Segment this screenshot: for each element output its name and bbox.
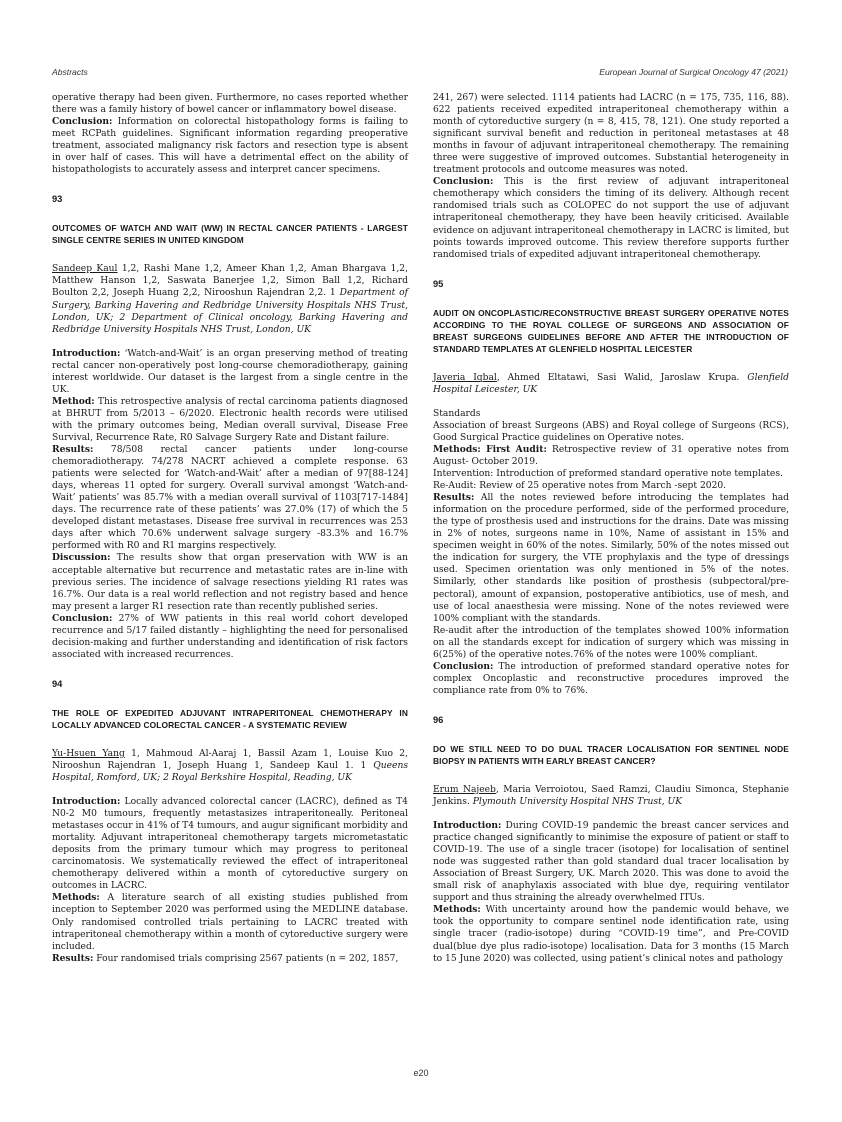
reaudit-results-95: Re-audit after the introduction of the templates showed 100% information on all the standards except for indication of surgery which was missing in 6(25%) of the operative notes.76% of the notes were 100% compliant.	[433, 625, 789, 660]
co-authors: , Ahmed Eltatawi, Sasi Walid, Jaroslaw Krupa.	[496, 372, 748, 383]
text: 27% of WW patients in this real world cohort developed recurrence and 5/17 failed distantly – highlighting the need for personalised decision-making and further understanding and identification of risk factors associated with increased recurrences.	[52, 613, 408, 660]
presenting-author: Yu-Hsuen Yang	[52, 748, 125, 759]
text: All the notes reviewed before introducing the templates had information on the procedure performed, side of the performed procedure, the type of prosthesis used and instructions for the drains. Date was missing in 2% of notes, surgeons name in 10%, Name of assistant in 15% and specimen weight in 60% of the notes. Similarly, 50% of the notes missed out the indication for surgery, the VTE prophylaxis and the type of dressings used. Specimen orientation was only mentioned in 5% of the notes. Similarly, other standards like position of prosthesis (subpectoral/pre- pectoral), amount of expansion, postoperative antibiotics, use of mesh, and use of local anaesthesia were missing. None of the notes reviewed were 100% compliant with the standards.	[433, 493, 789, 624]
methods-95	[433, 444, 789, 468]
affiliation: Plymouth University Hospital NHS Trust, UK	[472, 797, 683, 808]
conclusion-95	[433, 661, 789, 697]
results-93	[52, 444, 408, 552]
standards-text: Association of breast Surgeons (ABS) and Royal college of Surgeons (RCS), Good Surgical Practice guidelines on Operative notes.	[433, 420, 789, 443]
label: Methods:	[433, 904, 481, 916]
text: Retrospective review of 31 operative notes from August- October 2019.	[433, 444, 789, 467]
abstract-title-95: AUDIT ON ONCOPLASTIC/RECONSTRUCTIVE BREAST SURGERY OPERATIVE NOTES ACCORDING TO THE ROYAL COLLEGE OF SURGEONS AND ASSOCIATION OF BREAST SURGEONS GUIDELINES BEFORE AND AFTER THE INTRODUCTION OF STANDARD TEMPLATES AT GLENFIELD HOSPITAL LEICESTER	[433, 307, 789, 354]
label: Conclusion:	[433, 176, 494, 188]
label: Introduction:	[52, 796, 121, 808]
text: This retrospective analysis of rectal carcinoma patients diagnosed at BHRUT from 5/2013 – 6/2020. Electronic health records were utilised with the primary outcomes being, Median overall survival, Disease Free Survival, Recurrence Rate, R0 Salvage Surgery Rate and Distant failure.	[52, 396, 408, 443]
text: During COVID-19 pandemic the breast cancer services and practice changed significantly to minimise the exposure of patient or staff to COVID-19. The use of a single tracer (isotope) for localisation of sentinel node was suggested rather than gold standard dual tracer localisation by Association of Breast Surgery, UK. March 2020. This was done to avoid the small risk of anaphylaxis associated with blue dye, requiring ventilator support and thus straining the already overwhelmed ITUs.	[433, 821, 789, 904]
abstract-number-93: 93	[52, 194, 63, 205]
label: Results:	[52, 444, 94, 456]
right-column	[433, 92, 789, 965]
discussion-93	[52, 552, 408, 612]
label: Method:	[52, 395, 95, 407]
presenting-author: Erum Najeeb	[433, 784, 496, 795]
label: Results:	[433, 492, 475, 504]
authors-93	[52, 263, 408, 335]
reaudit-95: Re-Audit: Review of 25 operative notes from March -sept 2020.	[433, 481, 727, 492]
affiliation: Queens Hospital, Romford, UK; 2 Royal Berkshire Hospital, Reading, UK	[52, 760, 408, 784]
conclusion-93	[52, 613, 408, 661]
intervention-95: Intervention: Introduction of preformed standard operative note templates.	[433, 469, 783, 480]
text: This is the first review of adjuvant intraperitoneal chemotherapy which considers the timing of its delivery. Although recent randomised trials such as COLOPEC do not support the use of adjuvant intraperitoneal chemotherapy, they have been heavily criticised. Available evidence on adjuvant intraperitoneal chemotherapy in LACRC is limited, but points towards improved outcome. This review therefore supports further randomised trials of expedited adjuvant intraperitoneal chemotherapy.	[433, 177, 789, 260]
affiliation: Glenfield Hospital Leicester, UK	[433, 372, 790, 395]
header-section: Abstracts	[52, 67, 88, 77]
continued-paragraph: operative therapy had been given. Furthermore, no cases reported whether there was a family history of bowel cancer or inflammatory bowel disease.	[52, 93, 408, 116]
page-number: e20	[413, 1068, 429, 1078]
conclusion-94	[433, 176, 789, 260]
continued-conclusion	[52, 116, 408, 176]
abstract-title-94: THE ROLE OF EXPEDITED ADJUVANT INTRAPERITONEAL CHEMOTHERAPY IN LOCALLY ADVANCED COLORECTAL CANCER - A SYSTEMATIC REVIEW	[52, 707, 408, 730]
text: Four randomised trials comprising 2567 patients (n = 202, 1857,	[93, 953, 399, 964]
abstract-title-96: DO WE STILL NEED TO DO DUAL TRACER LOCALISATION FOR SENTINEL NODE BIOPSY IN PATIENTS WITH EARLY BREAST CANCER?	[433, 743, 789, 766]
label: Conclusion:	[52, 612, 113, 624]
results-94-continued: 241, 267) were selected. 1114 patients had LACRC (n = 175, 735, 116, 88). 622 patients received expedited intraperitoneal chemotherapy within a month of cytoreductive surgery (n = 8, 415, 78, 121). One study reported a significant survival benefit and reduction in peritoneal metastases at 48 months in favour of adjuvant intraperitoneal chemotherapy. The remaining three were suggestive of improved outcomes. Substantial heterogeneity in treatment protocols and outcome measures was noted.	[433, 93, 789, 176]
intro-96	[433, 820, 789, 904]
standards-heading: Standards	[433, 408, 481, 419]
abstract-number-95: 95	[433, 278, 444, 289]
label: Introduction:	[52, 347, 121, 359]
text: Information on colorectal histopathology forms is failing to meet RCPath guidelines. Significant information regarding preoperative treatment, associated malignancy risk factors and resection type is absent in over half of cases. This will have a detrimental effect on the ability of histopathologists to accurately assess and interpret cancer specimens.	[52, 117, 408, 176]
label: Discussion:	[52, 552, 111, 564]
abstract-number-94: 94	[52, 678, 63, 689]
abstract-title-93: OUTCOMES OF WATCH AND WAIT (WW) IN RECTAL CANCER PATIENTS - LARGEST SINGLE CENTRE SERIES IN UNITED KINGDOM	[52, 223, 408, 246]
text: ‘Watch-and-Wait’ is an organ preserving method of treating rectal cancer non-operatively post long-course chemoradiotherapy, gaining interest worldwide. Our dataset is the largest from a single centre in the UK.	[52, 348, 408, 395]
presenting-author: Javeria Iqbal	[433, 372, 497, 383]
affiliation: Department of Surgery, Barking Havering and Redbridge University Hospitals NHS Trust, London, UK; 2 Department of Clinical oncology, Barking Havering and Redbridge University Hospitals NHS Trust, London, UK	[52, 288, 408, 335]
label: Introduction:	[433, 820, 502, 832]
left-column	[52, 92, 408, 965]
label: Conclusion:	[52, 116, 113, 128]
results-94	[52, 953, 408, 965]
text: With uncertainty around how the pandemic would behave, we took the opportunity to compare sentinel node identification rate, using single tracer (radio-isotope) during “COVID-19 time”, and Pre-COVID dual(blue dye plus radio-isotope) localisation. Data for 3 months (15 March to 15 June 2020) was collected, using patient’s clinical notes and pathology	[433, 905, 789, 964]
text: 78/508 rectal cancer patients under long-course chemoradiotherapy. 74/278 NACRT achieved a complete response. 63 patients were selected for ‘Watch-and-Wait’ after a median of 97[88-124] days, whereas 11 opted for surgery. Overall survival amongst ‘Watch-and-Wait’ patients’ was 85.7% with a median overall survival of 1103[717-1484] days. The recurrence rate of these patients’ was 27.0% (17) of which the 5 developed distant metastases. Disease free survival in recurrences was 253 days after which 70.6% underwent salvage surgery -83.3% and 16.7% performed with R0 and R1 margins respectively.	[52, 445, 408, 552]
running-header	[52, 67, 788, 81]
label: Methods: First Audit:	[433, 443, 547, 455]
intro-94	[52, 796, 408, 892]
text: A literature search of all existing studies published from inception to September 2020 was performed using the MEDLINE database. Only randomised controlled trials pertaining to LACRC treated with intraperitoneal chemotherapy within a month of cytoreductive surgery were included.	[52, 893, 408, 952]
header-journal: European Journal of Surgical Oncology 47 (2021)	[599, 67, 788, 77]
label: Methods:	[52, 892, 100, 904]
co-authors: , Maria Verroiotou, Saed Ramzi, Claudiu Simonca, Stephanie Jenkins.	[433, 784, 789, 808]
intro-93	[52, 348, 408, 396]
text: The results show that organ preservation with WW is an acceptable alternative but recurrence and metastatic rates are in-line with previous series. The incidence of salvage resections yielding R1 rates was 16.7%. Our data is a real world reflection and not registry based and hence may present a larger R1 resection rate than recently published series.	[52, 553, 408, 612]
text: Locally advanced colorectal cancer (LACRC), defined as T4 N0-2 M0 tumours, frequently metastasizes intraperitoneally. Peritoneal metastases occur in 41% of T4 tumours, and augur significant morbidity and mortality. Adjuvant intraperitoneal chemotherapy targets micrometastatic deposits from the primary tumour which may progress to peritoneal carcinomatosis. We systematically reviewed the effect of intraperitoneal chemotherapy delivered within a month of cytoreductive surgery on outcomes in LACRC.	[52, 797, 408, 892]
authors-96	[433, 784, 789, 808]
authors-94	[52, 748, 408, 784]
results-95	[433, 492, 789, 625]
text: The introduction of preformed standard operative notes for complex Oncoplastic and reconstructive procedures improved the compliance rate from 0% to 76%.	[433, 661, 789, 696]
abstract-number-96: 96	[433, 714, 444, 725]
methods-94	[52, 892, 408, 952]
authors-95	[433, 372, 789, 396]
methods-96	[433, 904, 789, 964]
co-authors: 1, Mahmoud Al-Aaraj 1, Bassil Azam 1, Louise Kuo 2, Nirooshun Rajendran 1, Joseph Huang 1, Sandeep Kaul 1. 1	[52, 748, 408, 771]
label: Conclusion:	[433, 660, 494, 672]
co-authors: 1,2, Rashi Mane 1,2, Ameer Khan 1,2, Aman Bhargava 1,2, Matthew Hanson 1,2, Saswata Banerjee 1,2, Simon Ball 1,2, Richard Boulton 2,2, Joseph Huang 2,2, Nirooshun Rajendran 2,2. 1	[52, 264, 408, 299]
presenting-author: Sandeep Kaul	[52, 264, 118, 275]
label: Results:	[52, 952, 94, 964]
method-93	[52, 396, 408, 444]
